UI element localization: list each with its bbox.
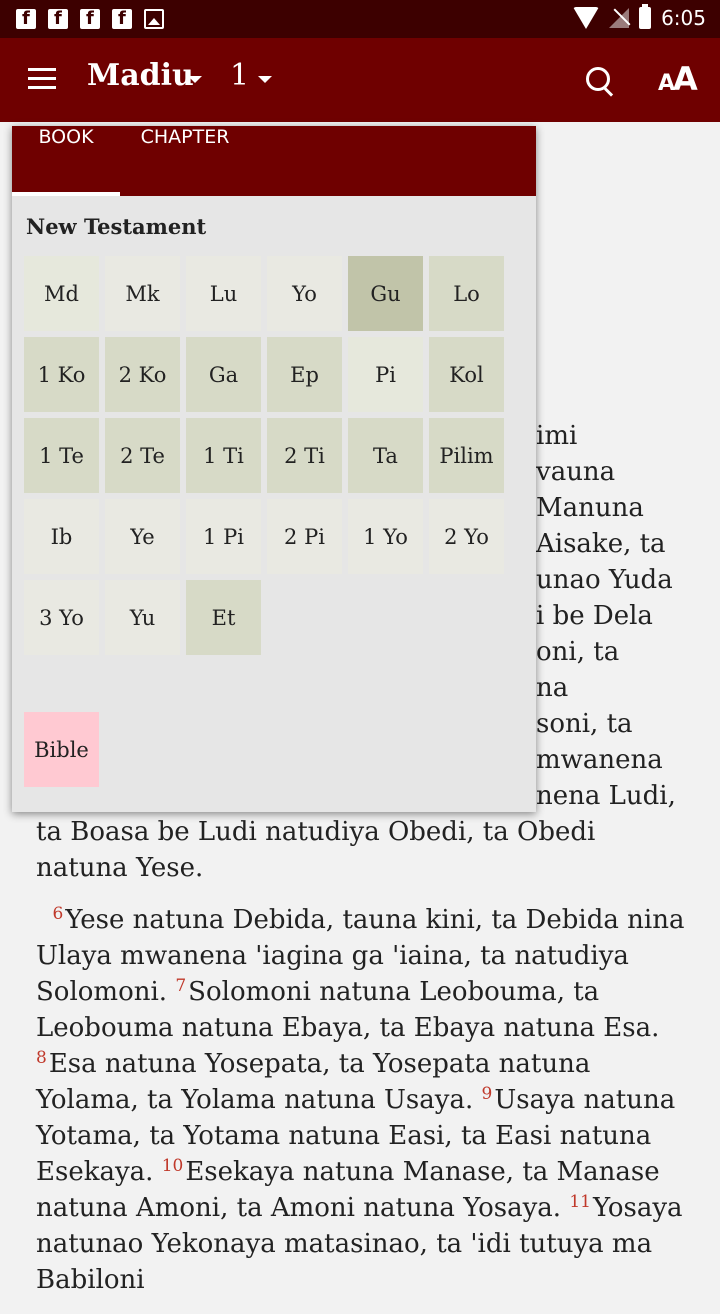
active-tab-indicator (12, 192, 120, 196)
book-button-ep[interactable]: Ep (267, 337, 342, 412)
book-button-1pi[interactable]: 1 Pi (186, 499, 261, 574)
verse-number[interactable]: 10 (161, 1156, 184, 1176)
menu-icon[interactable] (28, 68, 56, 90)
facebook-notification-icon (16, 9, 36, 29)
text-line: imi (536, 421, 578, 451)
text-size-icon[interactable]: AA (658, 60, 696, 98)
book-chapter-picker (12, 126, 536, 812)
app-bar (0, 38, 720, 122)
book-button-2ko[interactable]: 2 Ko (105, 337, 180, 412)
verse-text[interactable]: Solomoni natuna Leobouma, ta Leobouma natuna Ebaya, ta Ebaya natuna Esa. (36, 977, 660, 1043)
battery-icon (639, 7, 651, 29)
book-button-ta[interactable]: Ta (348, 418, 423, 493)
text-line: nena Ludi, (536, 781, 676, 811)
text-line: Manuna (536, 493, 644, 523)
status-bar (0, 0, 720, 38)
tab-book[interactable]: BOOK (38, 126, 94, 148)
book-button-1te[interactable]: 1 Te (24, 418, 99, 493)
verse-number[interactable]: 8 (36, 1048, 47, 1068)
book-button-ga[interactable]: Ga (186, 337, 261, 412)
verse-text[interactable]: Yese natuna Debida, tauna kini, ta Debida nina Ulaya mwanena 'iagina ga 'iaina, ta natudiya Solomoni. (36, 905, 685, 1007)
verse-number[interactable]: 11 (569, 1192, 591, 1212)
verse-number[interactable]: 6 (52, 904, 64, 924)
bible-button[interactable]: Bible (24, 712, 99, 787)
facebook-notification-icon (48, 9, 68, 29)
book-button-yo[interactable]: Yo (267, 256, 342, 331)
partial-lines (536, 418, 696, 814)
status-time: 6:05 (661, 6, 706, 30)
book-button-pi[interactable]: Pi (348, 337, 423, 412)
verse-text: ta Boasa be Ludi natudiya Obedi, ta Obedi natuna Yese. (36, 817, 596, 883)
wifi-icon (573, 7, 599, 29)
book-button-kol[interactable]: Kol (429, 337, 504, 412)
book-button-2te[interactable]: 2 Te (105, 418, 180, 493)
book-button-2yo[interactable]: 2 Yo (429, 499, 504, 574)
picker-tabs (12, 126, 536, 196)
text-line: vauna (536, 457, 616, 487)
text-line: oni, ta (536, 637, 620, 667)
no-signal-icon (609, 8, 629, 28)
book-button-1ko[interactable]: 1 Ko (24, 337, 99, 412)
book-button-ye[interactable]: Ye (105, 499, 180, 574)
tab-chapter[interactable]: CHAPTER (140, 126, 230, 148)
book-button-pilim[interactable]: Pilim (429, 418, 504, 493)
verse-text[interactable]: Yosaya natunao Yekonaya matasinao, ta 'idi tutuya ma Babiloni (36, 1193, 683, 1295)
book-button-2pi[interactable]: 2 Pi (267, 499, 342, 574)
image-notification-icon (144, 9, 164, 29)
book-button-mk[interactable]: Mk (105, 256, 180, 331)
book-grid (24, 256, 510, 655)
verse-text[interactable]: Esa natuna Yosepata, ta Yosepata natuna Yolama, ta Yolama natuna Usaya. (36, 1049, 591, 1115)
verse-text[interactable]: Usaya natuna Yotama, ta Yotama natuna Easi, ta Easi natuna Esekaya. (36, 1085, 676, 1187)
text-line: i be Dela (536, 601, 653, 631)
text-line: unao Yuda (536, 565, 673, 595)
notification-icons (16, 9, 164, 29)
book-button-3yo[interactable]: 3 Yo (24, 580, 99, 655)
text-line: mwanena (536, 745, 663, 775)
text-line: soni, ta (536, 709, 633, 739)
verse-number[interactable]: 7 (175, 976, 187, 996)
facebook-notification-icon (80, 9, 100, 29)
system-status (573, 6, 706, 30)
verse-paragraph (36, 814, 686, 886)
text-line: na (536, 673, 569, 703)
book-button-md[interactable]: Md (24, 256, 99, 331)
verse-text[interactable]: Esekaya natuna Manase, ta Manase natuna Amoni, ta Amoni natuna Yosaya. (36, 1157, 660, 1223)
book-button-gu[interactable]: Gu (348, 256, 423, 331)
book-button-lo[interactable]: Lo (429, 256, 504, 331)
chapter-dropdown-chevron-icon[interactable] (258, 76, 272, 83)
book-button-2ti[interactable]: 2 Ti (267, 418, 342, 493)
verse-number[interactable]: 9 (481, 1084, 493, 1104)
book-button-ib[interactable]: Ib (24, 499, 99, 574)
verse-paragraph (36, 902, 686, 1298)
book-button-yu[interactable]: Yu (105, 580, 180, 655)
book-button-1ti[interactable]: 1 Ti (186, 418, 261, 493)
book-button-lu[interactable]: Lu (186, 256, 261, 331)
facebook-notification-icon (112, 9, 132, 29)
book-dropdown-chevron-icon[interactable] (188, 76, 202, 83)
search-icon[interactable] (586, 67, 610, 91)
chapter-selector[interactable]: 1 (230, 58, 250, 93)
book-selector[interactable]: Madiu (87, 58, 194, 93)
text-line: Aisake, ta (536, 529, 666, 559)
section-title: New Testament (26, 214, 207, 239)
book-button-et[interactable]: Et (186, 580, 261, 655)
book-button-1yo[interactable]: 1 Yo (348, 499, 423, 574)
